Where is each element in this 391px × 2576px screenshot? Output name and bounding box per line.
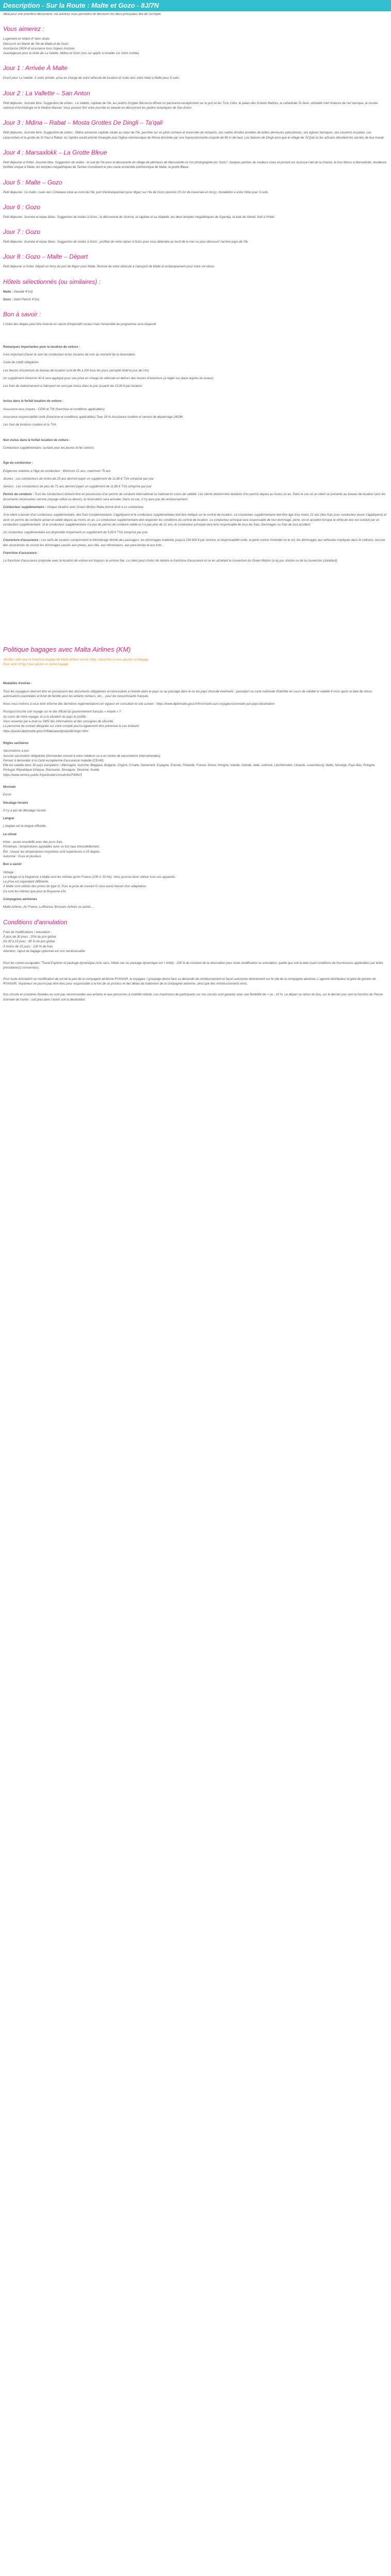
day-6-heading: Jour 6 : Gozo — [3, 203, 41, 211]
malta-airlines-heading: Politique bagages avec Malta Airlines (KM) — [3, 645, 131, 653]
day-1-heading: Jour 1 : Arrivée À Malte — [3, 64, 68, 72]
decalage-text: Il n'y a pas de décalage horaire — [3, 809, 46, 812]
modalites-item: Au cours de votre voyage, et si la situation du pays le justifie : — [3, 715, 88, 719]
compagnies-text: Malta Airlines, Air France, Lufthansa, Brussels Airlines ou autres ... — [3, 906, 95, 909]
bon-item: Ce sont les mêmes que pour le Royaume-Uni. — [3, 890, 67, 893]
remarque-item: Un supplément d'environ 40 € sera appliqué pour une prise en charge du véhicule en dehors des heures d'ouverture (à régler sur place auprès du loueur). — [3, 377, 215, 380]
permis-label: Permis de conduire : — [3, 493, 34, 497]
description-content — [0, 11, 391, 1003]
regles-item: Aucune vaccination obligatoire (Demandez conseil à votre médecin ou à un centre de vaccinations internationales). — [3, 754, 161, 758]
remarque-item: Les heures d'ouverture du bureau de location sont de 8h à 20h tous les jours (accepté Noël et jour de l'An) — [3, 369, 149, 372]
conditions-heading: Conditions d'annulation — [3, 918, 68, 926]
monnaie-heading: Monnaie — [3, 786, 16, 789]
day-7-text: Petit déjeuner. Journée et repas libres. Suggestion de visites à Gozo : profitez de votre séjour à Gozo pour vous détendre au bord de la mer ou pour découvrir l'arrière pays de l'île. — [3, 241, 249, 244]
ariane-link[interactable]: https://pastel.diplomatie.gouv.fr/fildariane/dyn/public/login.html — [3, 730, 88, 733]
climat-item: Été : chaud, les températures moyennes sont supérieures à 25 degrés. — [3, 850, 101, 854]
supp-label: Conducteur supplémentaire : — [3, 505, 46, 509]
day-2-heading: Jour 2 : La Vallette – San Anton — [3, 89, 90, 97]
bon-item: La prise est cependant différente. — [3, 880, 50, 884]
age-heading: Âge du conducteur : — [3, 462, 34, 465]
ariane-info — [3, 710, 388, 734]
hotel-location: Malte : — [3, 290, 13, 294]
baggage-note: Pour avoir 20 kg il faut ajouter un 1ème bagage — [3, 663, 69, 666]
conditions-text-3: Nos circuits et croisières fluviales ne sont pas recommandés aux enfants et aux personnes à mobilité réduite. Les maximums de participants sur nos circuits sont garantis avec une flexibilité de + ou - 10 %. Le départ ou retour du bus, sur le dernier jour sont la fonction de l'heure d'arrivée de l'avion : soit près dans l'avion soit la destination. — [3, 993, 383, 1002]
bon-heading: Bon à savoir — [3, 863, 22, 867]
conditions-list — [3, 930, 388, 954]
day-3-heading: Jour 3 : Mdina – Rabat – Mosta Grottes De Dingli – Ta'qali — [3, 119, 163, 127]
modalites-item: Pourquoi inscrire son voyage sur le site officiel du gouvernement français « Ariane » ? — [3, 710, 121, 714]
compagnies-heading: Compagnies aériennes — [3, 898, 37, 902]
bon-a-savoir-text: L'ordre des étapes peut être inversé en raison d'impératifs locaux mais l'ensemble du programme sera respecté — [3, 323, 156, 327]
hotel-name: Seeade 4*(st) — [13, 290, 33, 294]
day-8-text: Petit déjeuner à l'hôtel. Départ en ferry du port de Mgarr pour Malte. Remise de votre véhicule à l'aéroport de Malte et embarquement pour votre vol retour. — [3, 265, 215, 269]
remarques-heading: Remarques importantes pour la location de voiture : — [3, 345, 80, 349]
modalites-heading: Modalités d'entrée : — [3, 682, 32, 686]
remarque-item: Il est important d'avoir le nom du conducteur et les horaires de vols au moment de la réservation. — [3, 353, 136, 357]
modalites-item: Vous recevrez par e-mail ou SMS des informations et des consignes de sécurité. — [3, 720, 114, 724]
bon-item: À Malte sont utilisés des prises de type G. Pour la prise de courant G vous aurez besoin d'un adaptateur. — [3, 885, 147, 889]
conditions-item: À plus de 30 jours : 25% du prix global — [3, 935, 56, 939]
bon-list — [3, 871, 388, 894]
bon-item: Voltage : — [3, 871, 15, 874]
langue-heading: Langue — [3, 817, 14, 821]
conditions-item: De 30 à 15 jours : 85 % du prix global — [3, 940, 55, 944]
remarque-item: Les frais de stationnement à l'aéroport ne sont pas inclus dans le prix (à partir de 13,00 € par location. — [3, 385, 143, 388]
vous-aimerez-heading: Vous aimerez : — [3, 25, 44, 33]
day-6-text: Petit déjeuner. Journée et repas libres. Suggestion de visites à Gozo : la découverte de Victoria, la capitale et sa citadelle, les deux temples mégalithiques de Ggantija, la baie de Xlendi, Nuit à l'hôtel. — [3, 215, 275, 219]
intro-text: Idéal pour une première découverte, cet autotour vous permettra de découvrir les deux principales îles de l'archipel. — [3, 13, 161, 16]
bon-a-savoir-heading: Bon à savoir : — [3, 311, 41, 318]
modalites-item: Nous vous invitons à vous tenir informé des dernières réglementations en vigueur en consultant le site suivant : https://www.diplomatie.gouv.fr/fr/conseils-aux-voyageurs/conseils-par-pays-destination — [3, 703, 275, 706]
couverture-text: Les tarifs de location comprennent le kilométrage illimité des passagers, les dommages matériels jusqu'à 234 000 € par sinistre, la responsabilité civile, la perte contre l'incendie ou le vol, les dommages aux véhicules impliqués dans le collision. Aucune des assurances ne couvre les dommages causés aux pneus, aux clés, aux rétroviseurs, aux pare-brises et aux toits. — [3, 539, 385, 547]
conditions-text-1: Pour les contre-escapades "Travel Explorer et package dynamique (vols secs, hôtels sec ou package dynamique vol + hôtel) : 100 % du montant de la réservation pour toute modification ou annulation, quelle que soit la date (sauf conditions de fournisseurs applicables par le/les prestataire(s) concerné(s). — [3, 962, 383, 970]
conditions-text-2: Pour toute annulation ou modification de vol de la part de la compagnie aérienne RYANAIR, le voyageur / groupage devra faire sa demande de remboursement et façon autonome directement sur le site de la compagnie aérienne. L'agence distributeur et géré de gestion de RYANAIR. Voyameur ne pourra pas être tenu pour responsable à la fois de ce process et des délais de traitement de la compagnie aérienne, ainsi que des remboursements émis. — [3, 977, 376, 986]
langue-text: L'anglais est la langue officielle. — [3, 825, 47, 828]
modalites-item: La personne de contact désignée sur votre compte pourra également être prévenue le cas échéant. — [3, 725, 140, 728]
ceam-link[interactable]: https://www.service-public.fr/particuliers/vosdroits/F49815 — [3, 773, 82, 777]
list-item: Découvrir en liberté de l'île de Malte et de Gozo — [3, 42, 69, 46]
decalage-heading: Décalage horaire — [3, 801, 28, 805]
hotel-name: Saint Patrick 4*(st) — [12, 298, 40, 302]
inclus-heading: Inclus dans le forfait location de voiture : — [3, 400, 64, 403]
age-item: Jeunes : Les conducteurs de moins de 25 ans devront payer un supplément de 11,80 € TVA comprise par jour — [3, 477, 154, 481]
age-item: Seniors : Les conducteurs de plus de 71 ans devront payer un supplément de 11,80 € TVA comprise par jour — [3, 485, 152, 489]
regles-item: Vaccinations à jour. — [3, 750, 30, 753]
day-8-heading: Jour 8 : Gozo – Malte – Départ — [3, 253, 88, 261]
supp-paragraph — [3, 505, 388, 510]
hotels-list — [3, 290, 388, 303]
climat-heading: Le climat — [3, 833, 17, 836]
conditions-item: Attention, l'ajout de bagage optionnel est non remboursable. — [3, 950, 86, 953]
day-4-text: Petit déjeuner à l'hôtel. Journée libre. Suggestion de visites : le sud de l'île pour la découverte du village de pêcheurs de Marsaxlokk où l'on photographie les "luzzu", barques peintes de couleurs vives et portant sur la proue l'œil de la chance, le tour Marso à Marsaxlokk, résidence fortifiée unique à Malte, les temples mégalithiques de Tarxien constituent le plus vaste ensemble préhistorique de Malte, la grotte Bleue. — [3, 161, 386, 170]
day-1-text: Envol pour La Valette. À votre arrivée, prise en charge de votre véhicule de location et route vers votre hôtel à Malte pour 4 nuits. — [3, 77, 180, 80]
day-4-heading: Jour 4 : Marsaxlokk – La Grotte Bleue — [3, 148, 107, 156]
franchise-text: La franchise d'assurance proposée avec la location de voiture est toujours la somme fixe. Le client peut choisir de réduire la franchise d'assurance et ce en achetant la couverture du Green Motion (a la) par sinistre ou de la couverture (standard). — [3, 560, 338, 563]
bon-item: Le voltage et la fréquence à Malte sont les mêmes qu'en France (230 V, 50 Hz). Vous pourrez donc utiliser tous vos appareils. — [3, 875, 176, 879]
regles-item: Pensez à demander à la Carte européenne d'assurance maladie (CEAM). — [3, 759, 105, 762]
climat-item: Printemps : températures agréables avec un fort taux d'ensoleillement. — [3, 845, 100, 849]
baggage-note: Veuillez noter que la franchise bagage de Malta Airlines est de 10kg / personne si vous ajoutez un bagage. — [3, 658, 150, 662]
franchise-label: Franchise d'assurance : — [3, 552, 39, 555]
conditions-item: À moins de 15 jours : 100 % de frais — [3, 945, 53, 948]
day-5-heading: Jour 5 : Malte – Gozo — [3, 178, 62, 186]
permis-paragraph — [3, 493, 388, 502]
day-7-heading: Jour 7 : Gozo — [3, 228, 41, 236]
hotel-item — [3, 290, 388, 295]
non-inclus-text: Conducteur supplémentaire, surtaxe pour les jeunes et les seniors — [3, 446, 94, 450]
climat-item: Hiver : assez ensoleillé avec des jours frais. — [3, 841, 63, 844]
permis-text: Tous les conducteurs doivent être en possession d'un permis de conduire international ou national en cours de validité. Les clients doivent être titulaires d'un permis depuis au moins un an. Dans le cas où un client se présente au bureau de location sans les documents nécessaires comme (voyage utilisé ou devoir), la réservation sera annulée. Dans ce cas, il n'y aura pas de remboursement. — [3, 493, 386, 501]
day-3-text: Petit déjeuner. Journée libre. Suggestion de visites : Mdina ancienne capitale située au cœur de l'île, perchée sur un piton rocheux et encerclée de remparts, ses ruelles étroites bordées de belles demeures patriciennes, ses églises baroques, ses couvents et palais. Les catacombes et la grotte de St Paul à Rabat, où l'apôtre aurait prêché l'évangile puis l'église néoclassique de Mosta dominée par une impressionnante coupole de 60 m de haut. Les falaises de Dingli ainsi que le village de Ta'Qali où les artisans dévoilent les secrets de leur travail. — [3, 131, 385, 140]
day-5-text: Petit déjeuner. Ce matin, route vers Cirkewwa situé au nord de l'île, port d'embarquement pour Mgarr sur l'île de Gozo (environ 25 mn de traversée en ferry). Installation à votre hôtel pour 3 nuits. — [3, 191, 269, 194]
inclus-item: Assurance responsabilité civile (franchise et conditions applicables) Taxe 18 % Assistance routière et service de dépannage 24/24h — [3, 416, 183, 419]
modalites-item: Tous les voyageurs devront être en possession des documents obligatoires et nécessaires à l'entrée dans le pays ou au passage dans le ou les pays d'escale éventuels : passeport ou carte nationale d'identité en cours de validité et valable 6 mois après la date de retour, autorisations parentales et livret de famille pour les enfants mineurs, etc… pour les ressortissants français. — [3, 690, 373, 698]
remarque-item: Carte de crédit obligatoire — [3, 361, 39, 365]
non-inclus-heading: Non inclus dans le forfait location de voiture : — [3, 438, 71, 442]
inclus-item: Assurance tous risques - CDW et TW (franchise et conditions applicables) — [3, 408, 105, 411]
regles-heading: Règles sanitaires — [3, 741, 29, 745]
hotel-item — [3, 298, 388, 302]
climat-item: Automne : Doux et pluvieux. — [3, 855, 42, 858]
supp-text-2: Si le client a besoin d'un conducteur supplémentaire, des frais complémentaires s'appliquent et le conducteur supplémentaire doit être indiqué sur le contrat de location. Le conducteur supplémentaire doit être âgé d'au moins 21 ans (des frais pour conducteur jeune s'appliquent) et avoir un permis de conduire actuel et validé depuis au moins un an. Le conducteur supplémentaire doit respecter les conditions du contrat de location. Le conducteur principal sera responsable de tout dommage, perte, vol et accident lorsque le véhicule leur est conduit par un conducteur supplémentaire. Si le conducteur supplémentaire n'a pas de permis de conduire valide et n'a pas plus de 21 ans, le conducteur principal sera tenu responsable de tous les frais, dommages ou frais de tout accident. — [3, 514, 387, 527]
climat-list — [3, 840, 388, 859]
list-item: Logement en hôtels 4* bien situés — [3, 38, 50, 41]
list-item: Assistance 24/24 et assurance tous risques incluses — [3, 47, 75, 50]
hotel-location: Gozo : — [3, 298, 13, 302]
baggage-notes — [3, 658, 388, 668]
vous-aimerez-list — [3, 37, 388, 56]
couverture-label: Couverture d'assurance : — [3, 539, 41, 543]
age-item: Exigences relatives à l'âge du conducteur : Minimum 21 ans, maximum 75 ans — [3, 469, 111, 473]
supp-text: chaque location avec Green Motion Malta donne droit à un conducteur. — [46, 505, 144, 509]
couverture-paragraph — [3, 538, 388, 548]
inclus-item: Les frais de livraison routière et la TVA. — [3, 423, 57, 427]
regles-list — [3, 749, 388, 778]
regles-item: Elle est valable dans 30 pays européens : Allemagne, Autriche, Belgique, Bulgarie, Chypre, Croatie, Danemark, Espagne, Estonie, Finlande, France, Grèce, Hongrie, Irlande, Islande, Italie, Lettonie, Liechtenstein, Lituanie, Luxembourg, Malte, Norvège, Pays-Bas, Pologne, Portugal, République tchèque, Roumanie, Slovaquie, Slovénie, Suède. — [3, 764, 376, 772]
monnaie-text: Euros — [3, 793, 11, 797]
day-2-text: Petit déjeuner. Journée libre. Suggestion de visites : La Valette, capitale de l'île, les jardins d'Upper Barracca offrant un panorama exceptionnel sur le port et les Trois Cités, le palais des Grands Maîtres, la cathédrale St-Jean, véritable chef d'œuvre de l'art baroque, le musée national d'Archéologie et le théâtre Manoel. Vous pouvez finir votre journée en beauté en découvrant les jardins botaniques de San Anton. — [3, 101, 378, 110]
hotels-heading: Hôtels sélectionnés (ou similaires) : — [3, 278, 101, 285]
conditions-item: Frais de modifications / annulation : — [3, 930, 52, 934]
supp-text-3: Un conducteur supplémentaire est disponible moyennant un supplément de 5,00 € TVA comprise par jour. — [3, 531, 149, 535]
list-item: Avantageuse pour la visite de La Valette, Mdina et Gozo (vos sur applis à installer sur votre mobile) — [3, 52, 139, 56]
page-title-banner: Description - Sur la Route : Malte et Gozo - 8J/7N — [0, 0, 391, 11]
